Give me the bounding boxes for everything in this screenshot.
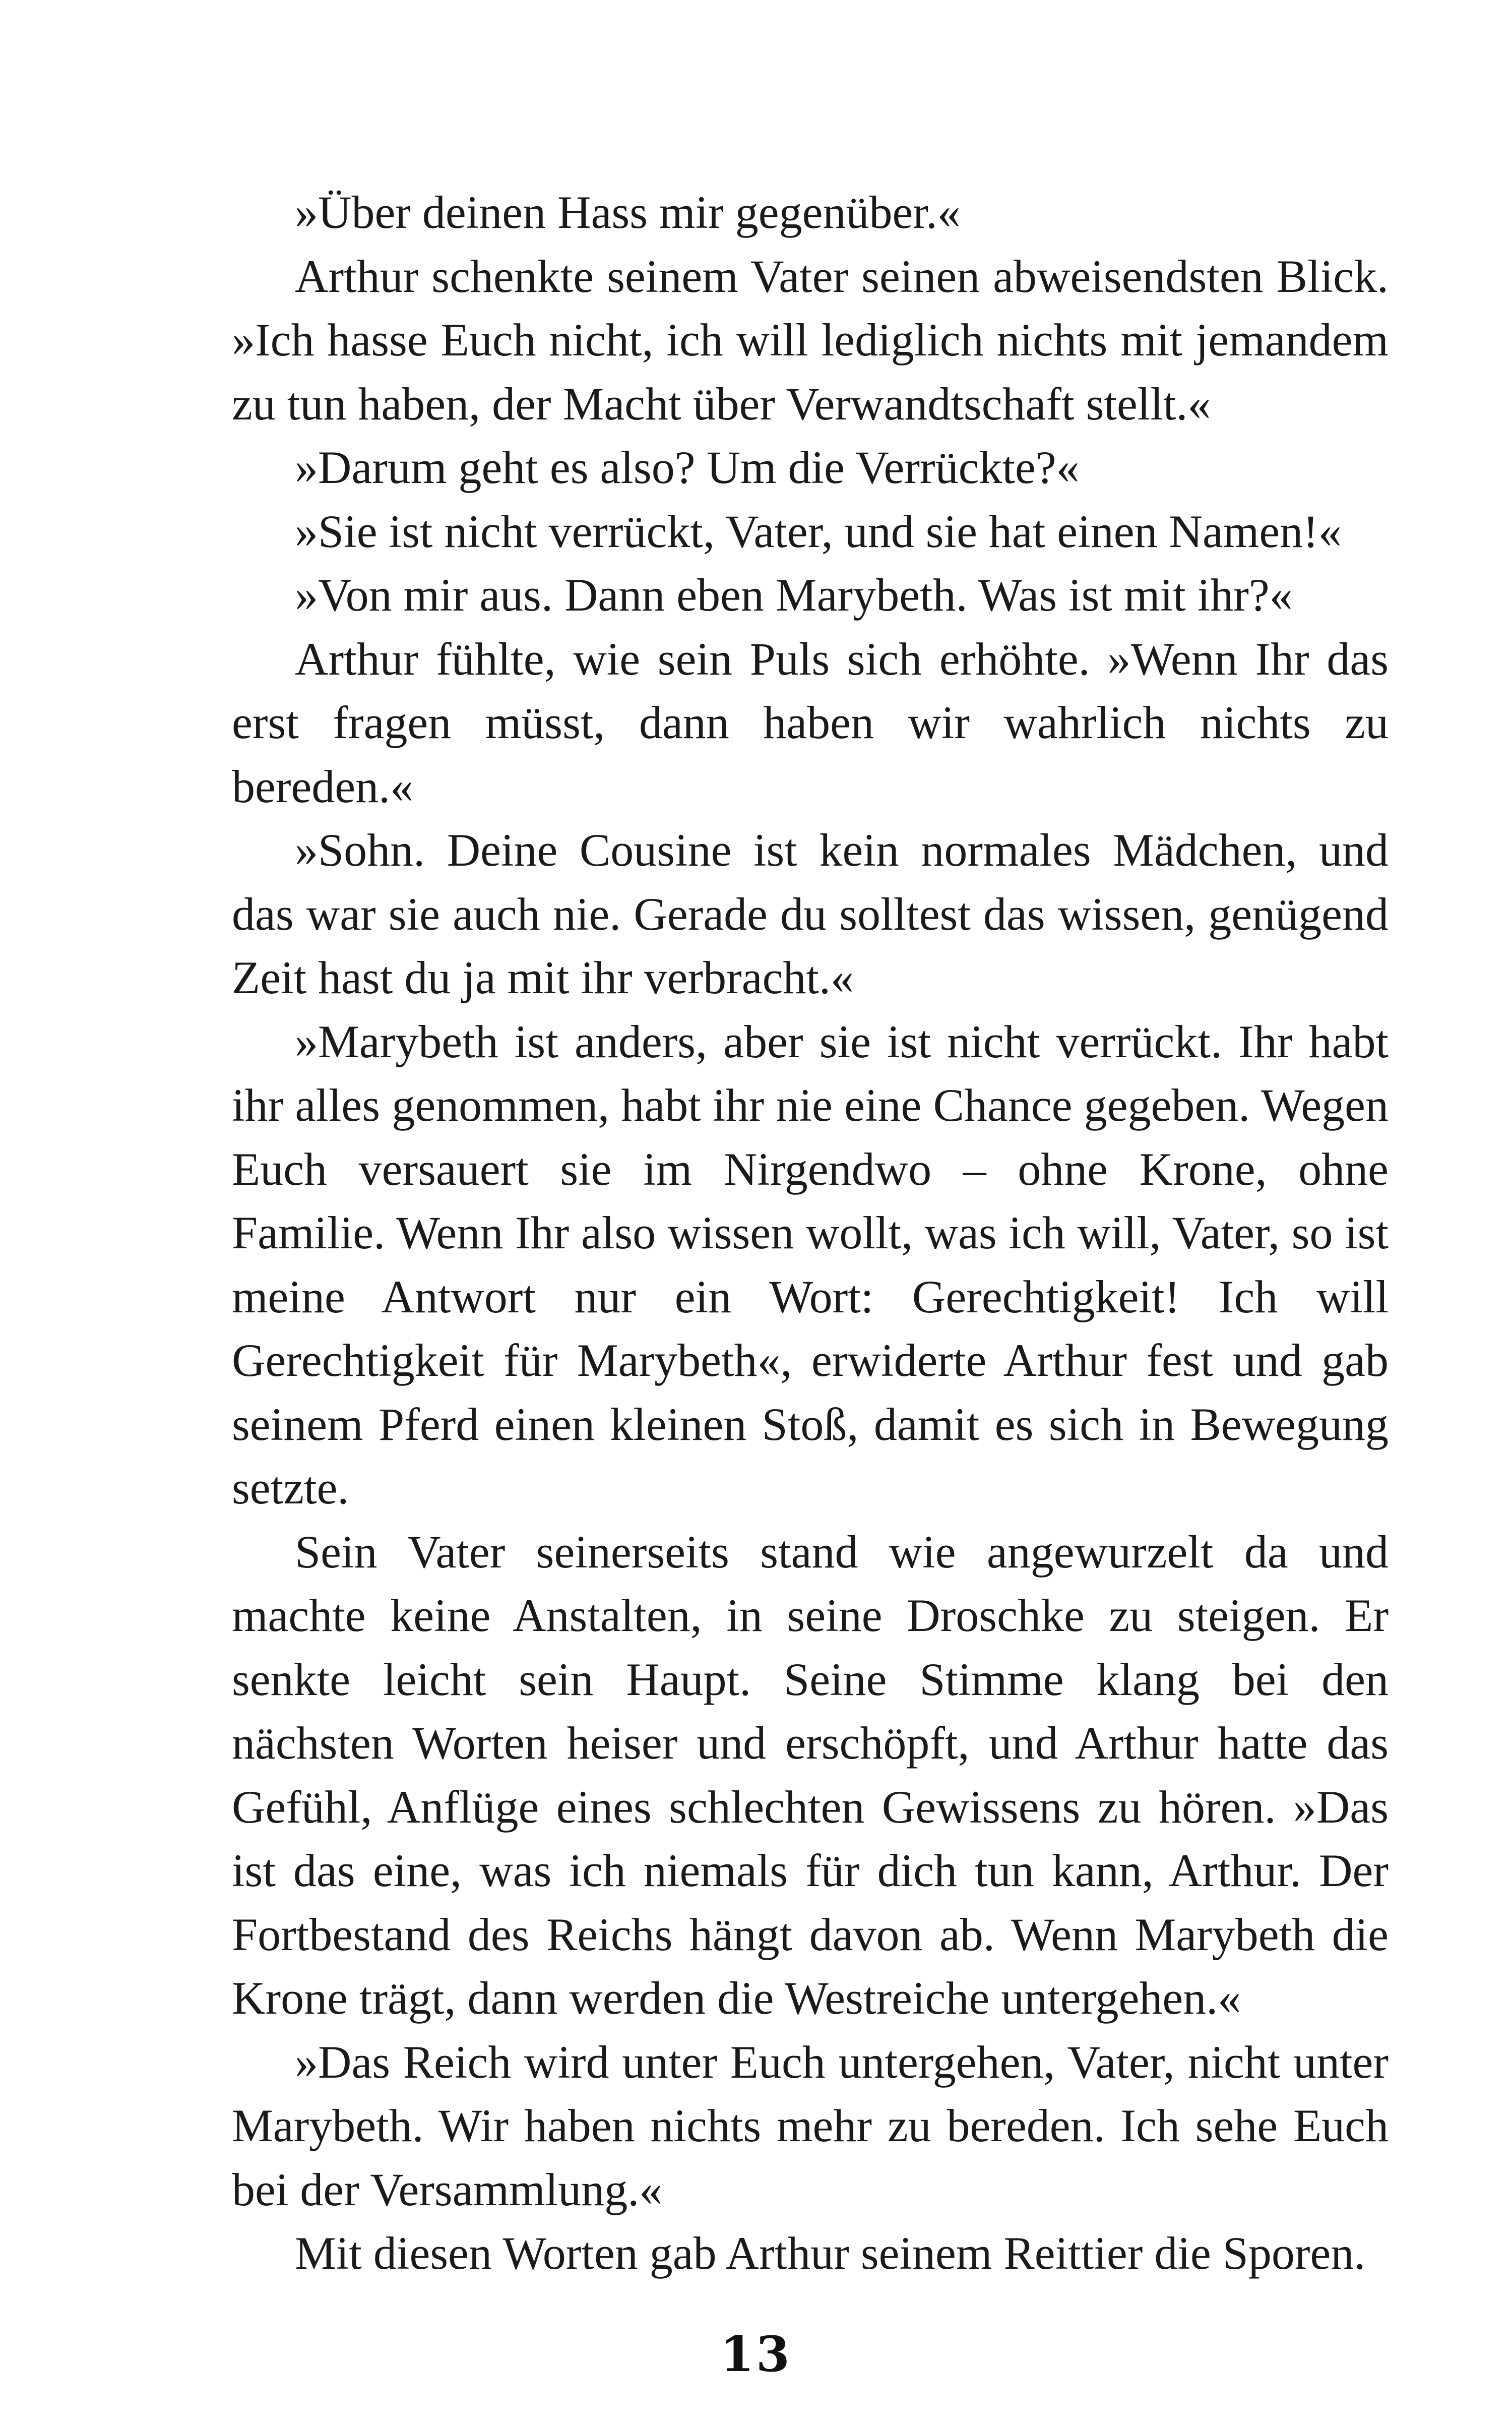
body-text <box>232 180 1389 2285</box>
paragraph: »Sie ist nicht verrückt, Vater, und sie hat einen Namen!« <box>295 505 1342 557</box>
paragraph: Sein Vater seinerseits stand wie angewurzelt da und machte keine Anstalten, in seine Droschke zu steigen. Er senkte leicht sein Haupt. Seine Stimme klang bei den nächsten Worten heiser und erschöpft, und Arthur hatte das Gefühl, Anflüge eines schlechten Gewissens zu hören. »Das ist das eine, was ich niemals für dich tun kann, Arthur. Der Fortbestand des Reichs hängt davon ab. Wenn Marybeth die Krone trägt, dann werden die Westreiche untergehen.« <box>232 1526 1389 2024</box>
paragraph: »Über deinen Hass mir gegenüber.« <box>295 187 961 238</box>
paragraph: »Darum geht es also? Um die Verrückte?« <box>295 442 1080 493</box>
paragraph: Arthur fühlte, wie sein Puls sich erhöhte. »Wenn Ihr das erst fragen müsst, dann haben wir wahrlich nichts zu bereden.« <box>232 633 1389 812</box>
paragraph: »Das Reich wird unter Euch untergehen, Vater, nicht unter Marybeth. Wir haben nichts mehr zu bereden. Ich sehe Euch bei der Versammlung.« <box>232 2036 1389 2215</box>
paragraph: »Von mir aus. Dann eben Marybeth. Was ist mit ihr?« <box>295 569 1293 621</box>
paragraph: Mit diesen Worten gab Arthur seinem Reittier die Sporen. <box>295 2227 1366 2279</box>
paragraph: Arthur schenkte seinem Vater seinen abweisendsten Blick. »Ich hasse Euch nicht, ich will lediglich nichts mit jemandem zu tun haben, der Macht über Verwandtschaft stellt.« <box>232 250 1389 430</box>
paragraph: »Sohn. Deine Cousine ist kein normales Mädchen, und das war sie auch nie. Gerade du solltest das wissen, genügend Zeit hast du ja mit ihr verbracht.« <box>232 824 1389 1003</box>
paragraph: »Marybeth ist anders, aber sie ist nicht verrückt. Ihr habt ihr alles genommen, habt ihr nie eine Chance gegeben. Wegen Euch versauert sie im Nirgendwo – ohne Krone, ohne Familie. Wenn Ihr also wissen wollt, was ich will, Vater, so ist meine Antwort nur ein Wort: Gerechtigkeit! Ich will Gerechtigkeit für Marybeth«, erwiderte Arthur fest und gab seinem Pferd einen kleinen Stoß, damit es sich in Bewegung setzte. <box>232 1015 1389 1514</box>
page-number: 13 <box>720 2326 792 2383</box>
